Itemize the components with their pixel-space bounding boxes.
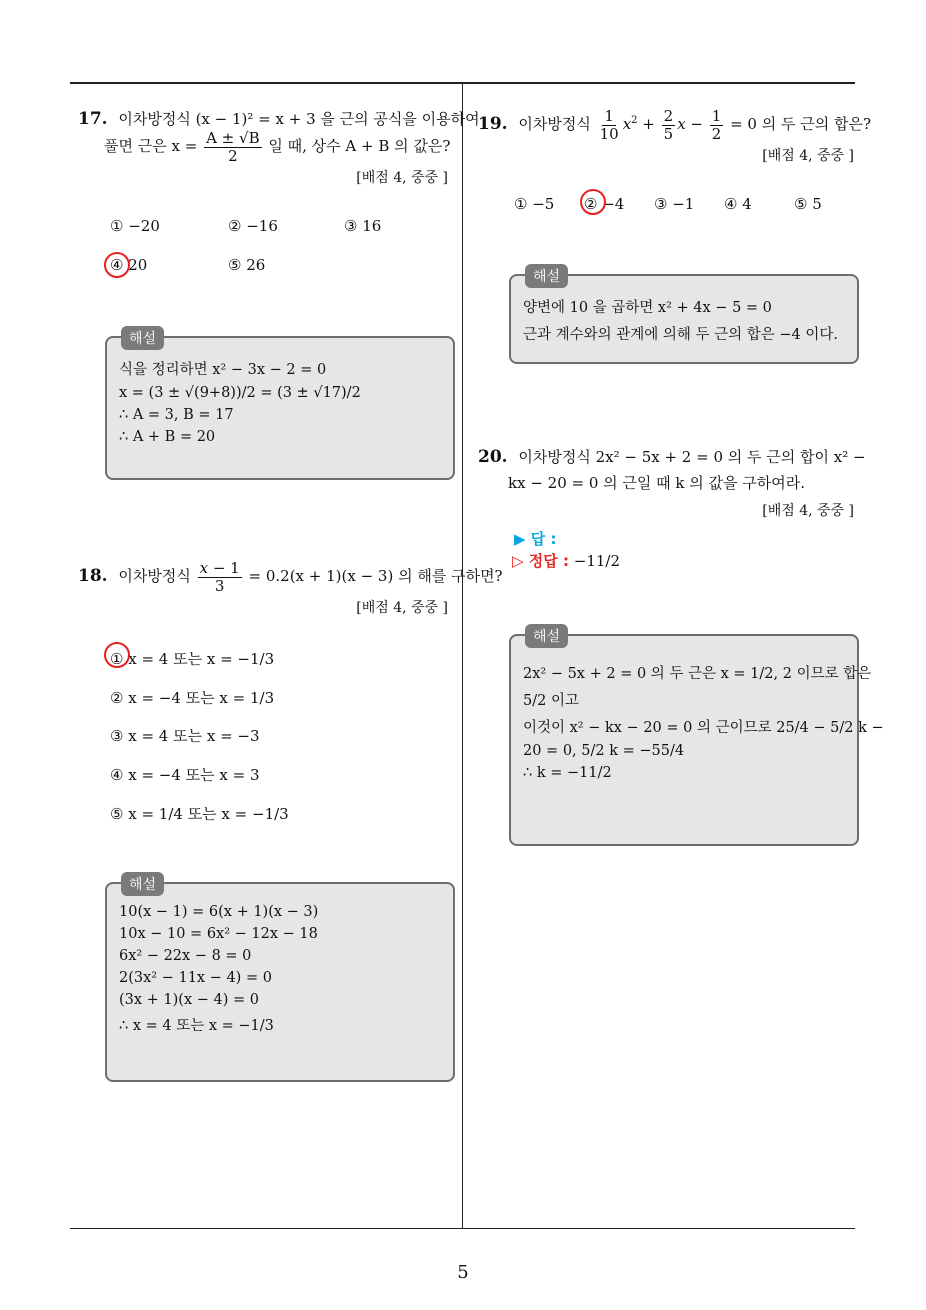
q19-choice-3[interactable]: ③ −1	[654, 195, 695, 213]
q17-choice-5[interactable]: ⑤ 26	[228, 256, 266, 274]
q17-formula-fraction: $\frac{A \pm √B}{2}$	[206, 129, 260, 165]
q18-marked-answer-circle	[104, 642, 130, 668]
q17-choice-4[interactable]: ④ 20	[110, 256, 148, 274]
q17-number: 17.	[78, 109, 108, 129]
q18-number: 18.	[78, 566, 108, 586]
q19-sol-line1: 양변에 10 을 곱하면 x² + 4x − 5 = 0	[523, 300, 772, 316]
q20-line2: kx − 20 = 0 의 근일 때 k 의 값을 구하여라.	[508, 474, 806, 492]
q19-solution-tag: 해설	[525, 264, 568, 288]
q18-choice-3[interactable]: ③ x = 4 또는 x = −3	[110, 727, 260, 745]
q19-number: 19.	[478, 114, 508, 134]
q20-correct-answer: ▷ 정답 : −11/2	[512, 552, 621, 570]
q20-sol-line2: 5/2 이고	[523, 693, 579, 709]
q17-sol-line2: x = (3 ± √(9+8))/2 = (3 ± √17)/2	[119, 385, 361, 401]
q18-choice-2[interactable]: ② x = −4 또는 x = 1/3	[110, 689, 275, 707]
q18-solution-tag: 해설	[121, 872, 164, 896]
q17-solution-box	[105, 331, 455, 480]
q20-sol-line5: ∴ k = −11/2	[523, 765, 612, 781]
q17-choice-1[interactable]: ① −20	[110, 217, 160, 235]
q17-marked-answer-circle	[104, 252, 130, 278]
q18-choice-5[interactable]: ⑤ x = 1/4 또는 x = −1/3	[110, 805, 289, 823]
q18-sol-line2: 10x − 10 = 6x² − 12x − 18	[119, 926, 318, 942]
q18-score: [배점 4, 중중 ]	[356, 600, 448, 616]
column-divider	[462, 84, 463, 1228]
q19-line1: 19. 이차방정식 $\frac{1}{10}$ $x^2$ + $\frac{2}{5}$ x − $\frac{1}{2}$ = 0 의 두 근의 합은?	[478, 107, 872, 143]
q19-choice-5[interactable]: ⑤ 5	[794, 195, 822, 213]
q17-choice-2[interactable]: ② −16	[228, 217, 278, 235]
q20-line1: 20. 이차방정식 2x² − 5x + 2 = 0 의 두 근의 합이 x² −	[478, 447, 866, 467]
q19-choice-1[interactable]: ① −5	[514, 195, 555, 213]
q18-line1: 18. 이차방정식 $\frac{x - 1}{3}$ = 0.2(x + 1)(x − 3) 의 해를 구하면?	[78, 559, 503, 595]
q20-number: 20.	[478, 447, 508, 467]
q18-sol-line4: 2(3x² − 11x − 4) = 0	[119, 970, 272, 986]
q17-sol-line1: 식을 정리하면 x² − 3x − 2 = 0	[119, 362, 327, 378]
q19-choice-4[interactable]: ④ 4	[724, 195, 752, 213]
q19-choice-2[interactable]: ② −4	[584, 195, 625, 213]
page-number: 5	[457, 1262, 469, 1283]
q17-solution-tag: 해설	[121, 326, 164, 350]
q20-solution-tag: 해설	[525, 624, 568, 648]
q18-sol-line6: ∴ x = 4 또는 x = −1/3	[119, 1018, 274, 1034]
q18-sol-line3: 6x² − 22x − 8 = 0	[119, 948, 252, 964]
q17-sol-line4: ∴ A + B = 20	[119, 429, 216, 445]
q19-solution-box	[509, 269, 859, 364]
q20-answer-label: ▶ 답 :	[514, 530, 557, 548]
bottom-rule	[70, 1228, 855, 1229]
q20-solution-box	[509, 629, 884, 846]
q19-score: [배점 4, 중중 ]	[762, 148, 854, 164]
q17-choice-3[interactable]: ③ 16	[344, 217, 382, 235]
q18-fraction: $\frac{x - 1}{3}$	[199, 559, 240, 595]
q17-line2: 풀면 근은 x = $\frac{A \pm √B}{2}$ 일 때, 상수 A + B 의 값은?	[104, 129, 451, 165]
q18-solution-box	[105, 877, 455, 1082]
q20-sol-line4: 20 = 0, 5/2 k = −55/4	[523, 743, 685, 759]
q18-choice-1[interactable]: ① x = 4 또는 x = −1/3	[110, 650, 275, 668]
q18-sol-line5: (3x + 1)(x − 4) = 0	[119, 992, 259, 1008]
q20-correct-value: −11/2	[573, 552, 621, 570]
q18-choice-4[interactable]: ④ x = −4 또는 x = 3	[110, 766, 260, 784]
q18-sol-line1: 10(x − 1) = 6(x + 1)(x − 3)	[119, 904, 319, 920]
q20-sol-line1: 2x² − 5x + 2 = 0 의 두 근은 x = 1/2, 2 이므로 합은	[523, 666, 872, 682]
q17-score: [배점 4, 중중 ]	[356, 170, 448, 186]
q19-sol-line2: 근과 계수와의 관계에 의해 두 근의 합은 −4 이다.	[523, 327, 838, 343]
q17-line1: 17. 이차방정식 (x − 1)² = x + 3 을 근의 공식을 이용하여	[78, 109, 480, 129]
q20-sol-line3: 이것이 x² − kx − 20 = 0 의 근이므로 25/4 − 5/2 k −	[523, 720, 884, 736]
q19-marked-answer-circle	[580, 189, 606, 215]
q20-score: [배점 4, 중중 ]	[762, 503, 854, 519]
q17-sol-line3: ∴ A = 3, B = 17	[119, 407, 234, 423]
